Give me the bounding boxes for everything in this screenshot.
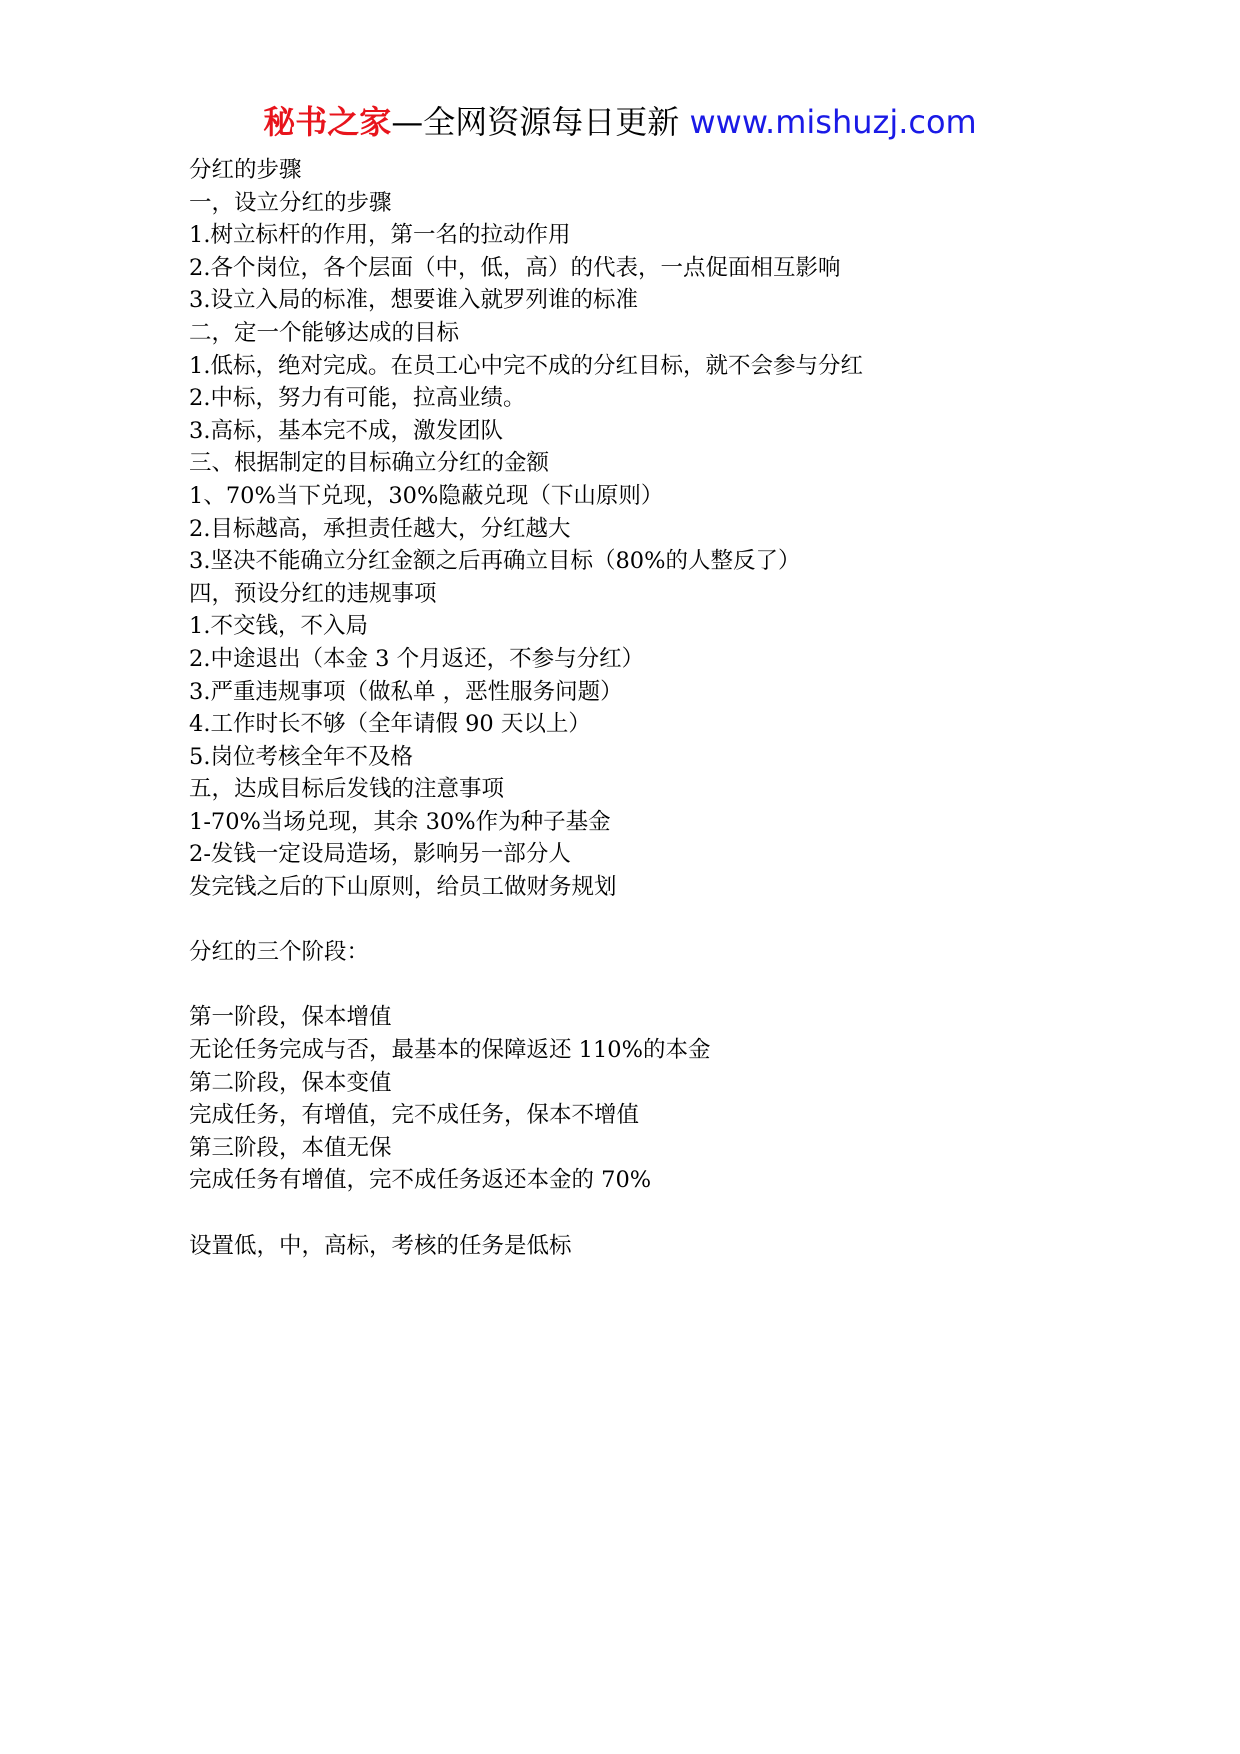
page-header — [0, 100, 1240, 144]
text-line: 第三阶段，本值无保 — [189, 1134, 392, 1161]
text-line: 四，预设分红的违规事项 — [189, 580, 437, 607]
text-line: 3.坚决不能确立分红金额之后再确立目标（80%的人整反了） — [189, 548, 801, 575]
text-line: 三、根据制定的目标确立分红的金额 — [189, 450, 550, 477]
text-line: 无论任务完成与否，最基本的保障返还 110%的本金 — [189, 1037, 711, 1064]
text-line: 3.设立入局的标准，想要谁入就罗列谁的标准 — [189, 287, 638, 314]
text-line: 2-发钱一定设局造场，影响另一部分人 — [189, 841, 571, 868]
document-body — [189, 154, 1169, 1262]
text-line: 3.严重违规事项（做私单 ，恶性服务问题） — [189, 678, 623, 705]
text-line: 一，设立分红的步骤 — [189, 189, 392, 216]
text-line: 分红的三个阶段： — [189, 939, 370, 966]
text-line: 1-70%当场兑现，其余 30%作为种子基金 — [189, 808, 611, 835]
text-line: 2.中途退出（本金 3 个月返还，不参与分红） — [189, 645, 645, 672]
text-line: 五，达成目标后发钱的注意事项 — [189, 776, 505, 803]
text-line: 发完钱之后的下山原则，给员工做财务规划 — [189, 874, 617, 901]
text-line: 完成任务，有增值，完不成任务，保本不增值 — [189, 1102, 640, 1129]
blank-line — [189, 969, 1169, 1002]
brand-name: 秘书之家 — [263, 103, 392, 141]
text-line: 第二阶段，保本变值 — [189, 1069, 392, 1096]
text-line: 第一阶段，保本增值 — [189, 1004, 392, 1031]
text-line: 设置低，中，高标，考核的任务是低标 — [189, 1232, 572, 1259]
text-line: 1.树立标杆的作用，第一名的拉动作用 — [189, 222, 571, 249]
text-line: 1.不交钱，不入局 — [189, 613, 368, 640]
text-line: 4.工作时长不够（全年请假 90 天以上） — [189, 711, 591, 738]
text-line: 2.中标，努力有可能，拉高业绩。 — [189, 385, 526, 412]
text-line: 1.低标，绝对完成。在员工心中完不成的分红目标，就不会参与分红 — [189, 352, 863, 379]
text-line: 2.目标越高，承担责任越大，分红越大 — [189, 515, 571, 542]
blank-line — [189, 1197, 1169, 1230]
blank-line — [189, 904, 1169, 937]
text-line: 1、70%当下兑现，30%隐蔽兑现（下山原则） — [189, 482, 664, 509]
text-line: 2.各个岗位，各个层面（中，低，高）的代表，一点促面相互影响 — [189, 254, 841, 281]
header-url[interactable]: www.mishuzj.com — [689, 103, 977, 141]
text-line: 分红的步骤 — [189, 157, 302, 183]
header-slogan: —全网资源每日更新 — [391, 103, 680, 141]
text-line: 完成任务有增值，完不成任务返还本金的 70% — [189, 1167, 652, 1194]
text-line: 二，定一个能够达成的目标 — [189, 319, 460, 346]
text-line: 3.高标，基本完不成，激发团队 — [189, 417, 503, 444]
text-line: 5.岗位考核全年不及格 — [189, 743, 413, 770]
